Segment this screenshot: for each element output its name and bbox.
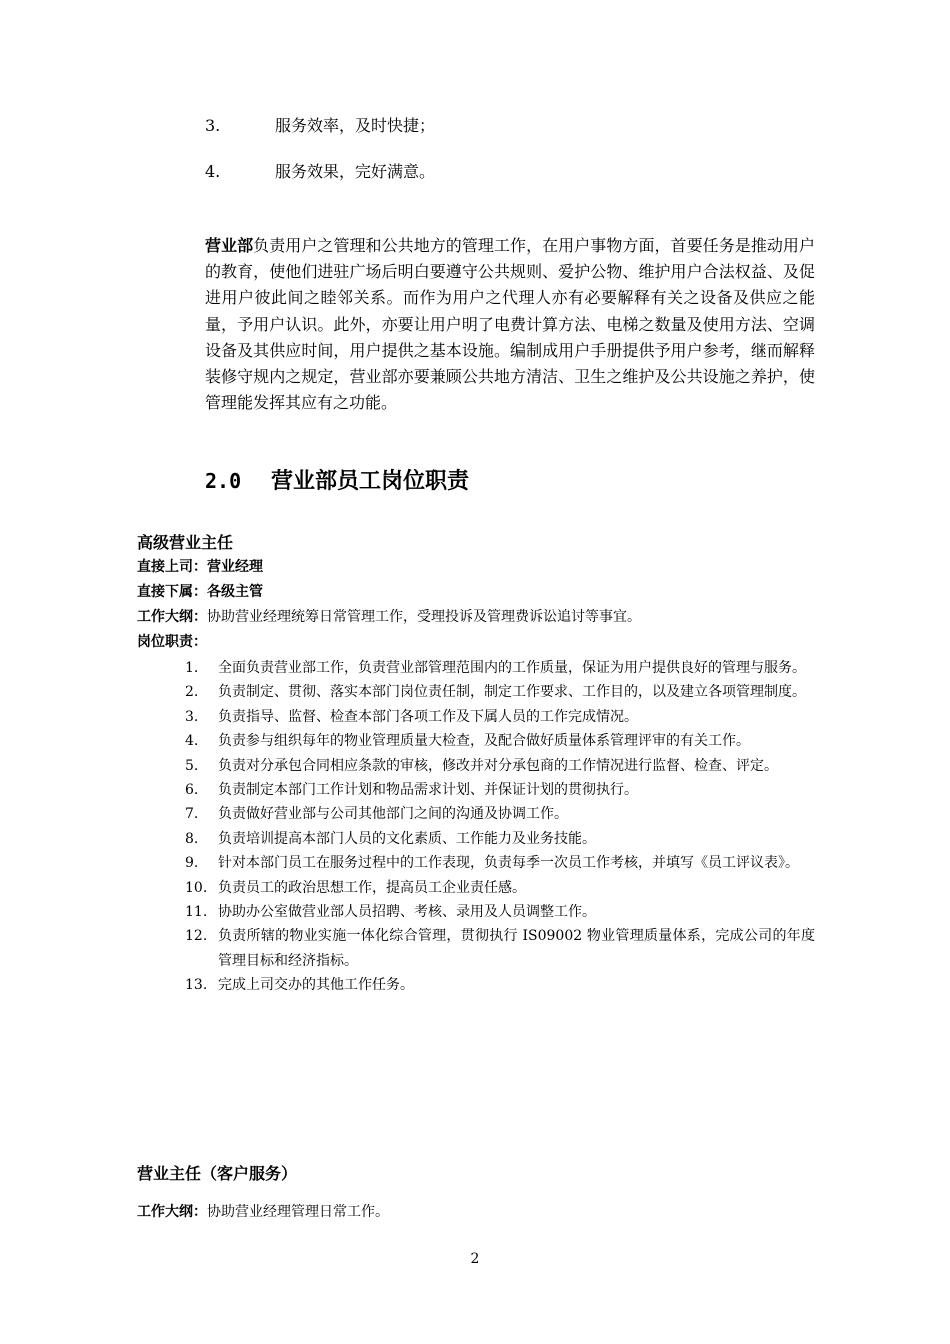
list-item (185, 729, 815, 753)
list-item-text: 负责做好营业部与公司其他部门之间的沟通及协调工作。 (218, 806, 568, 823)
list-item (185, 705, 815, 729)
direct-superior-value: 营业经理 (207, 559, 263, 575)
list-item-number: 11. (185, 904, 208, 921)
list-item (185, 924, 815, 973)
direct-superior-label: 直接上司： (137, 559, 207, 575)
work-outline-label: 工作大纲： (137, 609, 207, 625)
list-item-number: 13. (185, 977, 208, 994)
intro-paragraph (205, 233, 815, 416)
duties-heading (137, 631, 207, 653)
list-item-number: 12. (185, 928, 208, 945)
list-item-text: 负责制定本部门工作计划和物品需求计划、并保证计划的贯彻执行。 (218, 782, 638, 799)
work-outline-label: 工作大纲： (137, 1204, 207, 1220)
list-item-text: 负责对分承包合同相应条款的审核，修改并对分承包商的工作情况进行监督、检查、评定。 (218, 757, 778, 774)
list-item-text: 负责培训提高本部门人员的文化素质、工作能力及业务技能。 (218, 830, 596, 847)
list-item (185, 656, 815, 680)
intro-body: 负责用户之管理和公共地方的管理工作，在用户事物方面，首要任务是推动用户的教育，使他们进驻广场后明白要遵守公共规则、爱护公物、维护用户合法权益、及促进用户彼此间之睦邻关系。而作为用户之代理人亦有必要解释有关之设备及供应之能量，予用户认识。此外，亦要让用户明了电费计算方法、电梯之数量及使用方法、空调设备及其供应时间，用户提供之基本设施。编制成用户手册提供予用户参考，继而解释装修守规内之规定，营业部亦要兼顾公共地方清洁、卫生之维护及公共设施之养护，使管理能发挥其应有之功能。 (205, 236, 815, 413)
list-item (185, 876, 815, 900)
list-item-text: 负责制定、贯彻、落实本部门岗位责任制，制定工作要求、工作目的，以及建立各项管理制度。 (218, 684, 806, 701)
service-item-text: 服务效果，完好满意。 (275, 162, 436, 181)
intro-lead: 营业部 (205, 236, 254, 255)
service-item-number: 4. (205, 162, 221, 181)
list-item (185, 973, 815, 997)
list-item-text: 负责参与组织每年的物业管理质量大检查，及配合做好质量体系管理评审的有关工作。 (218, 733, 750, 750)
direct-subordinate-label: 直接下属： (137, 584, 207, 600)
list-item-text: 完成上司交办的其他工作任务。 (218, 977, 414, 994)
service-item-number: 3. (205, 116, 221, 135)
list-item (185, 802, 815, 826)
list-item (185, 900, 815, 924)
list-item (185, 778, 815, 802)
duties-list (185, 656, 815, 998)
list-item-number: 1. (185, 660, 199, 676)
list-item-number: 10. (185, 879, 208, 896)
list-item-text: 全面负责营业部工作，负责营业部管理范围内的工作质量，保证为用户提供良好的管理与服务。 (218, 660, 806, 676)
list-item-text: 针对本部门员工在服务过程中的工作表现，负责每季一次员工作考核，并填写《员工评议表》。 (218, 855, 799, 872)
role-title-customer-supervisor: 营业主任（客户服务） (137, 1164, 298, 1183)
list-item-number: 3. (185, 708, 199, 725)
list-item-text: 协助办公室做营业部人员招聘、考核、录用及人员调整工作。 (218, 904, 596, 921)
list-item-number: 7. (185, 806, 199, 823)
service-item-text: 服务效率，及时快捷； (275, 116, 436, 135)
page-number: 2 (470, 1251, 480, 1267)
work-outline-line (137, 606, 641, 628)
direct-subordinate-line (137, 581, 263, 603)
section-title: 营业部员工岗位职责 (271, 468, 470, 494)
list-item (185, 754, 815, 778)
list-item (185, 680, 815, 704)
direct-superior-line (137, 556, 263, 578)
list-item-text: 负责员工的政治思想工作，提高员工企业责任感。 (218, 879, 526, 896)
work-outline-value: 协助营业经理统筹日常管理工作，受理投诉及管理费诉讼追讨等事宜。 (207, 609, 641, 625)
list-item-number: 5. (185, 757, 199, 774)
list-item-text: 负责所辖的物业实施一体化综合管理，贯彻执行 IS09002 物业管理质量体系，完成公司的年度管理目标和经济指标。 (218, 928, 815, 969)
role-title-senior-supervisor: 高级营业主任 (137, 533, 234, 552)
list-item-number: 6. (185, 782, 199, 799)
section-heading (205, 466, 469, 496)
work-outline-line-customer (137, 1201, 389, 1223)
work-outline-value: 协助营业经理管理日常工作。 (207, 1204, 389, 1220)
list-item-number: 9. (185, 855, 199, 872)
direct-subordinate-value: 各级主管 (207, 584, 263, 600)
list-item-number: 8. (185, 830, 199, 847)
list-item (185, 851, 815, 875)
duties-label: 岗位职责： (137, 634, 207, 650)
list-item (185, 827, 815, 851)
section-number: 2.0 (205, 469, 242, 493)
list-item-text: 负责指导、监督、检查本部门各项工作及下属人员的工作完成情况。 (218, 708, 638, 725)
list-item-number: 2. (185, 684, 199, 701)
list-item-number: 4. (185, 733, 199, 750)
